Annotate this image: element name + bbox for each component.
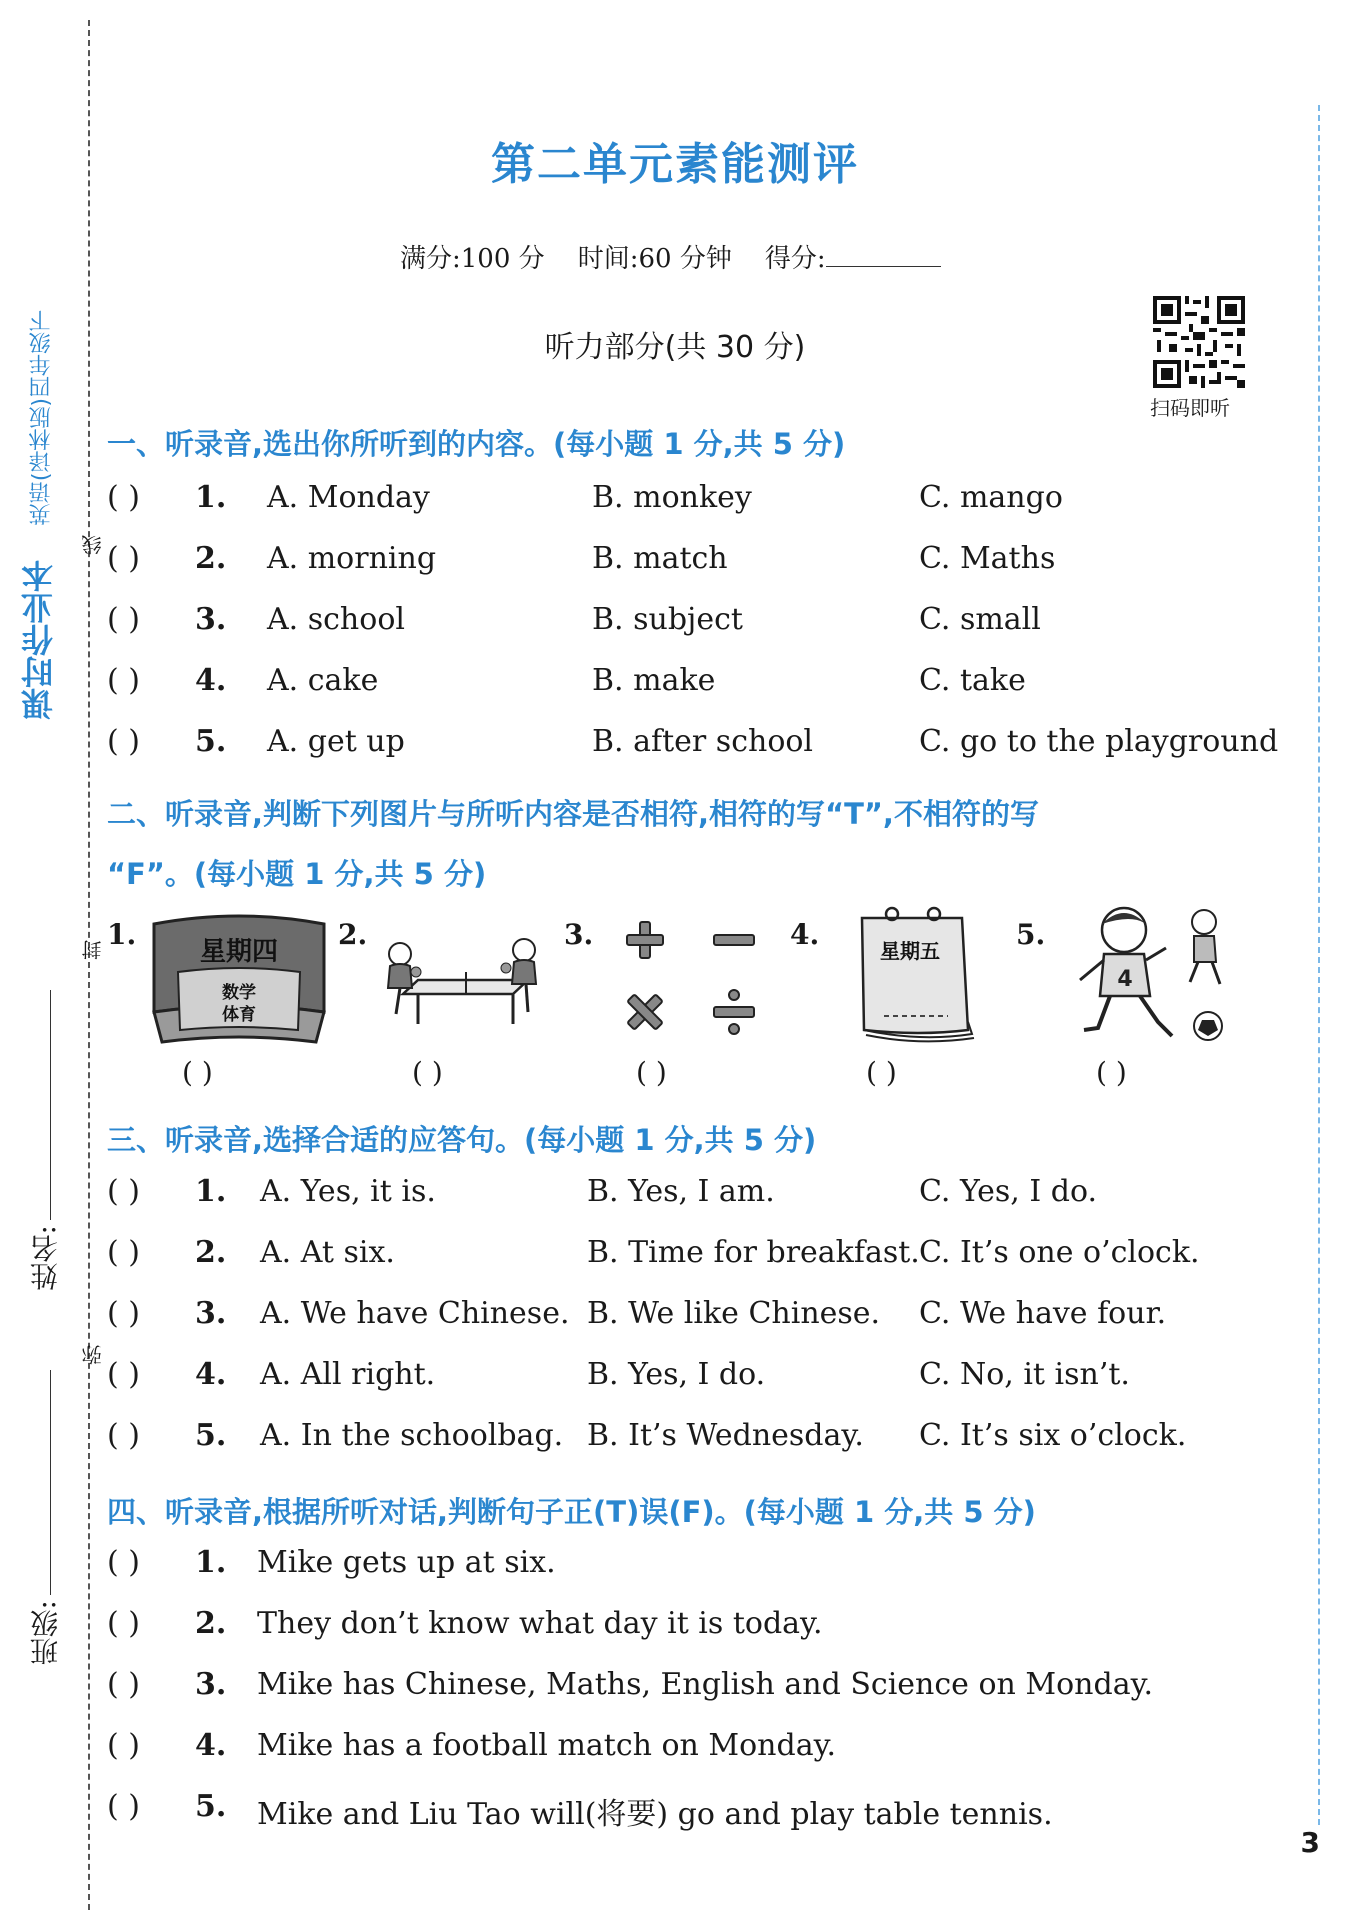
question-row <box>107 1235 1257 1281</box>
question-number: 4. <box>195 663 227 698</box>
question-row <box>107 1296 1257 1342</box>
seal-char-feng: 封 <box>81 940 105 960</box>
statement-text: Mike and Liu Tao will(将要) go and play table tennis. <box>257 1797 1053 1832</box>
option-a: A. In the schoolbag. <box>260 1418 564 1453</box>
question-number: 1. <box>195 1545 227 1580</box>
seal-char-xian: 线 <box>81 535 105 555</box>
answer-blank[interactable]: ( ) <box>107 1545 140 1580</box>
class-field[interactable] <box>50 1370 51 1595</box>
picture-1-number: 1. <box>107 918 137 951</box>
option-b: B. make <box>592 663 716 698</box>
option-c: C. We have four. <box>919 1296 1167 1331</box>
picture-2-answer[interactable]: ( ) <box>412 1056 443 1089</box>
binding-line <box>88 20 90 1910</box>
qr-code-icon[interactable] <box>1153 296 1245 388</box>
section2-heading-line2: “F”。(每小题 1 分,共 5 分) <box>107 857 487 891</box>
question-row <box>107 1418 1257 1464</box>
answer-blank[interactable]: ( ) <box>107 1418 140 1453</box>
football-picture <box>1062 904 1232 1044</box>
option-c: C. Maths <box>919 541 1056 576</box>
answer-blank[interactable]: ( ) <box>107 1606 140 1641</box>
name-field[interactable] <box>50 990 51 1220</box>
option-a: A. We have Chinese. <box>260 1296 570 1331</box>
statement-text: Mike has a football match on Monday. <box>257 1728 837 1763</box>
timetable-day-label: 星期四 <box>199 937 279 967</box>
seal-char-mi: 弥 <box>81 1345 105 1365</box>
option-b: B. match <box>592 541 728 576</box>
option-a: A. morning <box>267 541 437 576</box>
option-a: A. All right. <box>260 1357 436 1392</box>
time-limit: 时间:60 分钟 <box>577 244 732 274</box>
section2-heading-line1: 二、听录音,判断下列图片与所听内容是否相符,相符的写“T”,不相符的写 <box>107 797 1039 831</box>
picture-5-number: 5. <box>1016 918 1046 951</box>
answer-blank[interactable]: ( ) <box>107 1174 140 1209</box>
question-row <box>107 1728 1257 1774</box>
option-c: C. It’s one o’clock. <box>919 1235 1200 1270</box>
option-c: C. small <box>919 602 1041 637</box>
question-number: 4. <box>195 1728 227 1763</box>
question-number: 2. <box>195 1235 227 1270</box>
answer-blank[interactable]: ( ) <box>107 602 140 637</box>
page-title: 第二单元素能测评 <box>491 139 859 190</box>
option-a: A. cake <box>267 663 379 698</box>
option-a: A. school <box>267 602 405 637</box>
answer-blank[interactable]: ( ) <box>107 724 140 759</box>
option-a: A. Monday <box>267 480 430 515</box>
question-row <box>107 1174 1257 1220</box>
question-number: 3. <box>195 602 227 637</box>
score-label: 得分: <box>764 244 826 274</box>
option-b: B. Time for breakfast. <box>587 1235 920 1270</box>
full-score: 满分:100 分 <box>400 244 545 274</box>
question-number: 1. <box>195 1174 227 1209</box>
question-row <box>107 1789 1257 1835</box>
picture-1-answer[interactable]: ( ) <box>182 1056 213 1089</box>
question-row <box>107 480 1257 526</box>
question-number: 5. <box>195 1418 227 1453</box>
statement-text: Mike gets up at six. <box>257 1545 556 1580</box>
class-label: 班级: <box>29 1600 62 1666</box>
option-b: B. after school <box>592 724 814 759</box>
picture-5-answer[interactable]: ( ) <box>1096 1056 1127 1089</box>
picture-3-number: 3. <box>564 918 594 951</box>
timetable-subject-2: 体育 <box>222 1005 256 1025</box>
question-row <box>107 602 1257 648</box>
picture-4-answer[interactable]: ( ) <box>866 1056 897 1089</box>
table-tennis-picture <box>378 932 548 1032</box>
picture-2-number: 2. <box>338 918 368 951</box>
question-number: 3. <box>195 1667 227 1702</box>
option-b: B. Yes, I am. <box>587 1174 775 1209</box>
option-a: A. get up <box>267 724 405 759</box>
question-row <box>107 1545 1257 1591</box>
section1-heading: 一、听录音,选出你所听到的内容。(每小题 1 分,共 5 分) <box>107 427 846 461</box>
statement-text: They don’t know what day it is today. <box>257 1606 823 1641</box>
question-number: 2. <box>195 541 227 576</box>
question-number: 5. <box>195 1789 227 1824</box>
question-row <box>107 541 1257 587</box>
answer-blank[interactable]: ( ) <box>107 1789 140 1824</box>
option-c: C. No, it isn’t. <box>919 1357 1130 1392</box>
option-b: B. subject <box>592 602 743 637</box>
answer-blank[interactable]: ( ) <box>107 1235 140 1270</box>
question-number: 1. <box>195 480 227 515</box>
question-row <box>107 1606 1257 1652</box>
shirt-number: 4 <box>1117 967 1133 992</box>
math-symbols-picture <box>622 912 762 1042</box>
answer-blank[interactable]: ( ) <box>107 1667 140 1702</box>
question-number: 2. <box>195 1606 227 1641</box>
option-a: A. At six. <box>260 1235 395 1270</box>
option-b: B. monkey <box>592 480 752 515</box>
page-number: 3 <box>1300 1826 1320 1859</box>
exam-meta <box>400 238 941 275</box>
question-row <box>107 1357 1257 1403</box>
calendar-day-label: 星期五 <box>880 939 940 963</box>
option-c: C. mango <box>919 480 1063 515</box>
friday-calendar-picture <box>850 904 980 1044</box>
answer-blank[interactable]: ( ) <box>107 480 140 515</box>
question-row <box>107 724 1279 770</box>
score-field[interactable] <box>826 244 941 267</box>
thursday-timetable-picture <box>148 912 330 1050</box>
picture-3-answer[interactable]: ( ) <box>636 1056 667 1089</box>
answer-blank[interactable]: ( ) <box>107 541 140 576</box>
section4-heading: 四、听录音,根据所听对话,判断句子正(T)误(F)。(每小题 1 分,共 5 分) <box>107 1495 1036 1529</box>
option-b: B. Yes, I do. <box>587 1357 766 1392</box>
question-number: 5. <box>195 724 227 759</box>
answer-blank[interactable]: ( ) <box>107 1357 140 1392</box>
question-number: 3. <box>195 1296 227 1331</box>
answer-blank[interactable]: ( ) <box>107 1296 140 1331</box>
option-c: C. take <box>919 663 1026 698</box>
timetable-subject-1: 数学 <box>222 983 256 1003</box>
statement-text: Mike has Chinese, Maths, English and Science on Monday. <box>257 1667 1154 1702</box>
question-row <box>107 1667 1257 1713</box>
option-c: C. Yes, I do. <box>919 1174 1098 1209</box>
qr-caption: 扫码即听 <box>1150 396 1230 420</box>
question-row <box>107 663 1257 709</box>
question-number: 4. <box>195 1357 227 1392</box>
book-subtitle: 英语(译林版)四年级下 <box>29 310 54 526</box>
brand-logo: 课时作业本 <box>20 560 58 720</box>
option-c: C. go to the playground <box>919 724 1279 759</box>
option-b: B. It’s Wednesday. <box>587 1418 864 1453</box>
section3-heading: 三、听录音,选择合适的应答句。(每小题 1 分,共 5 分) <box>107 1123 817 1157</box>
answer-blank[interactable]: ( ) <box>107 1728 140 1763</box>
picture-4-number: 4. <box>790 918 820 951</box>
option-a: A. Yes, it is. <box>260 1174 436 1209</box>
name-label: 姓名: <box>29 1225 62 1291</box>
option-b: B. We like Chinese. <box>587 1296 881 1331</box>
option-c: C. It’s six o’clock. <box>919 1418 1187 1453</box>
answer-blank[interactable]: ( ) <box>107 663 140 698</box>
listening-title: 听力部分(共 30 分) <box>544 330 806 365</box>
